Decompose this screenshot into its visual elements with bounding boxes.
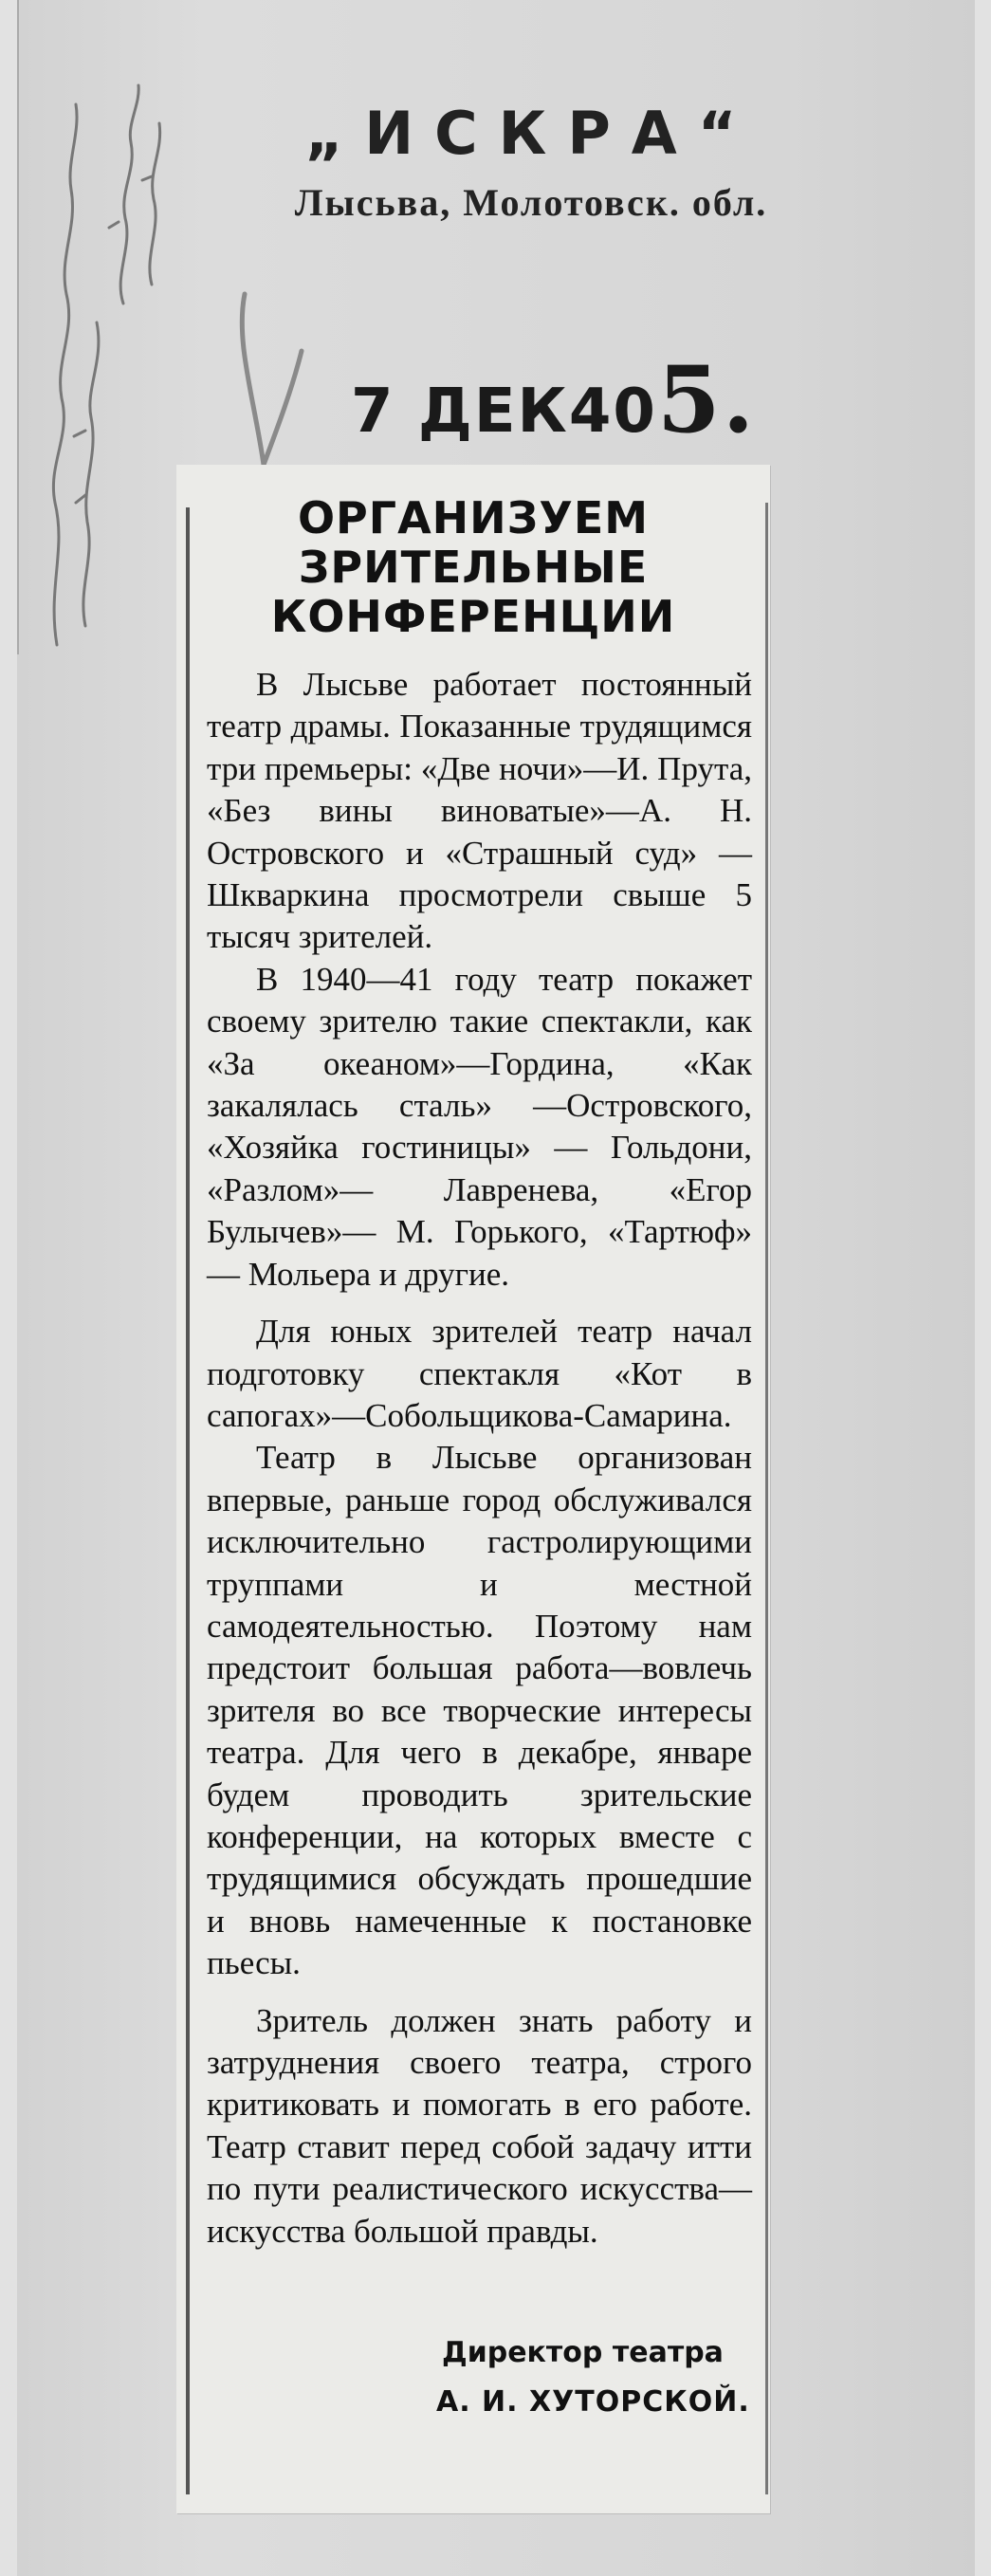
column-rule-right xyxy=(765,503,768,2494)
article-paragraph: В 1940—41 году театр покажет своему зрителю такие спектакли, как «За океаном»—Гордина, «Как закалялась сталь» —Островского, «Хозяйка гостиницы» — Гольдони, «Разлом»— Лавренева, «Егор Булычев»— М. Горького, «Тартюф» — Мольера и другие. xyxy=(207,960,752,1293)
column-rule-left xyxy=(186,507,190,2494)
signature-name: А. И. ХУТОРСКОЙ. xyxy=(436,2385,750,2419)
article-headline xyxy=(203,493,743,641)
headline-line: КОНФЕРЕНЦИИ xyxy=(270,591,676,642)
article-paragraph: Театр в Лысьве организован впервые, раньше город обслуживался исключительно гастролирующими труппами и местной самодеятельностью. Поэтому нам предстоит большая работа—вовлечь зрителя во все творческие интересы театра. Для чего в декабре, январе будем проводить зрительские конференции, на которых вместе с трудящимися обсуждать прошедшие и вновь намеченные к постановке пьесы. xyxy=(207,1439,752,1982)
article-paragraph: В Лысьве работает постоянный театр драмы. Показанные трудящимся три премьеры: «Две ночи»—И. Прута, «Без вины виноватые»—А. Н. Островского и «Страшный суд» — Шкваркина просмотрели свыше 5 тысяч зрителей. xyxy=(207,666,752,956)
article-paragraph: Зритель должен знать работу и затруднения своего театра, строго критиковать и помогать в его работе. Театр ставит перед собой задачу итти по пути реалистического искусства—искусства большой правды. xyxy=(207,2001,752,2250)
stamp-date-day: 7 xyxy=(351,377,418,447)
headline-line: ЗРИТЕЛЬНЫЕ xyxy=(298,542,649,593)
stamp-date-month-year: ДЕК40 xyxy=(417,377,657,447)
newspaper-clipping xyxy=(176,465,770,2513)
article-body xyxy=(207,664,752,2253)
article-signature xyxy=(436,2328,750,2427)
stamp-newspaper-name: „ИСКРА“ xyxy=(304,99,758,168)
signature-title: Директор театра xyxy=(442,2336,724,2369)
newspaper-stamp xyxy=(161,99,901,225)
pencil-mark-icon xyxy=(226,285,311,474)
stamp-date xyxy=(351,346,756,453)
stamp-place: Лысьва, Молотовск. обл. xyxy=(294,181,768,224)
stamp-date-suffix: 5. xyxy=(656,346,757,453)
article-paragraph: Для юных зрителей театр начал подготовку спектакля «Кот в сапогах»—Собольщикова-Самарина. xyxy=(207,1313,752,1434)
headline-line: ОРГАНИЗУЕМ xyxy=(297,492,650,543)
